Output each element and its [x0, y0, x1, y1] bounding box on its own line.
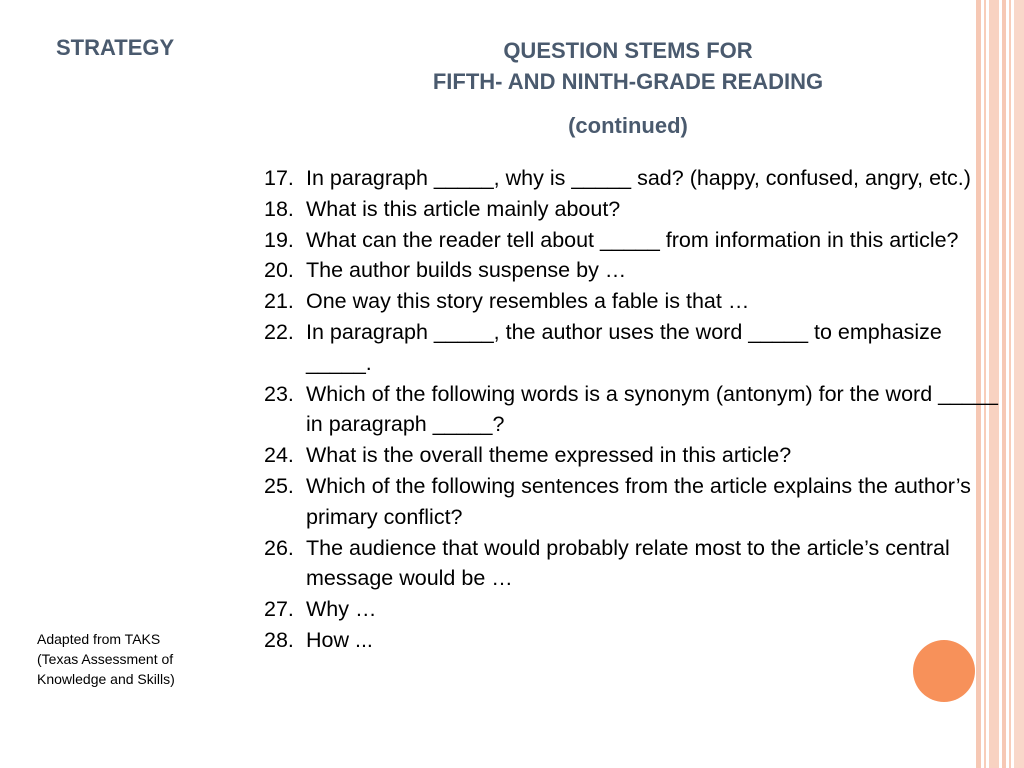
item-number: 19.: [264, 227, 294, 252]
question-list: [262, 163, 1002, 656]
item-number: 28.: [264, 627, 294, 652]
list-item: [262, 163, 1002, 194]
item-text: Which of the following words is a synonym (antonym) for the word _____ in paragraph _____?: [306, 381, 998, 437]
item-number: 22.: [264, 319, 294, 344]
list-item: [262, 625, 1002, 656]
item-number: 26.: [264, 535, 294, 560]
item-text: The author builds suspense by …: [306, 258, 627, 283]
list-item: [262, 317, 1002, 379]
item-text: What can the reader tell about _____ from information in this article?: [306, 227, 959, 252]
item-text: In paragraph _____, why is _____ sad? (happy, confused, angry, etc.): [306, 166, 971, 190]
item-number: 21.: [264, 289, 294, 314]
item-text: How ...: [306, 627, 373, 652]
stripe: [1009, 0, 1011, 768]
list-item: [262, 533, 1002, 595]
item-text: One way this story resembles a fable is that …: [306, 289, 750, 314]
item-number: 23.: [264, 381, 294, 406]
item-number: 17.: [264, 166, 294, 190]
item-text: Why …: [306, 597, 377, 622]
slide-title: [300, 35, 956, 139]
list-item: [262, 594, 1002, 625]
list-item: [262, 440, 1002, 471]
item-number: 20.: [264, 258, 294, 283]
list-item: [262, 255, 1002, 286]
list-item: [262, 471, 1002, 533]
item-number: 18.: [264, 196, 294, 221]
list-item: [262, 379, 1002, 441]
continued-label: (continued): [568, 113, 688, 138]
title-line-2: FIFTH- AND NINTH-GRADE READING: [432, 69, 824, 94]
item-text: Which of the following sentences from the article explains the author’s primary conflict?: [306, 473, 971, 529]
item-number: 24.: [264, 443, 294, 468]
strategy-label: STRATEGY: [56, 35, 175, 60]
title-line-1: QUESTION STEMS FOR: [503, 38, 753, 63]
list-item: [262, 194, 1002, 225]
list-item: [262, 286, 1002, 317]
item-text: The audience that would probably relate most to the article’s central message would be …: [306, 535, 950, 591]
list-item: [262, 225, 1002, 256]
item-text: What is this article mainly about?: [306, 196, 621, 221]
item-text: What is the overall theme expressed in this article?: [306, 443, 792, 468]
item-number: 25.: [264, 473, 294, 498]
stripe: [1014, 0, 1024, 768]
item-text: In paragraph _____, the author uses the word _____ to emphasize _____.: [306, 319, 942, 375]
item-number: 27.: [264, 597, 294, 622]
stripe: [1002, 0, 1006, 768]
source-note: Adapted from TAKS (Texas Assessment of Knowledge and Skills): [37, 631, 175, 687]
